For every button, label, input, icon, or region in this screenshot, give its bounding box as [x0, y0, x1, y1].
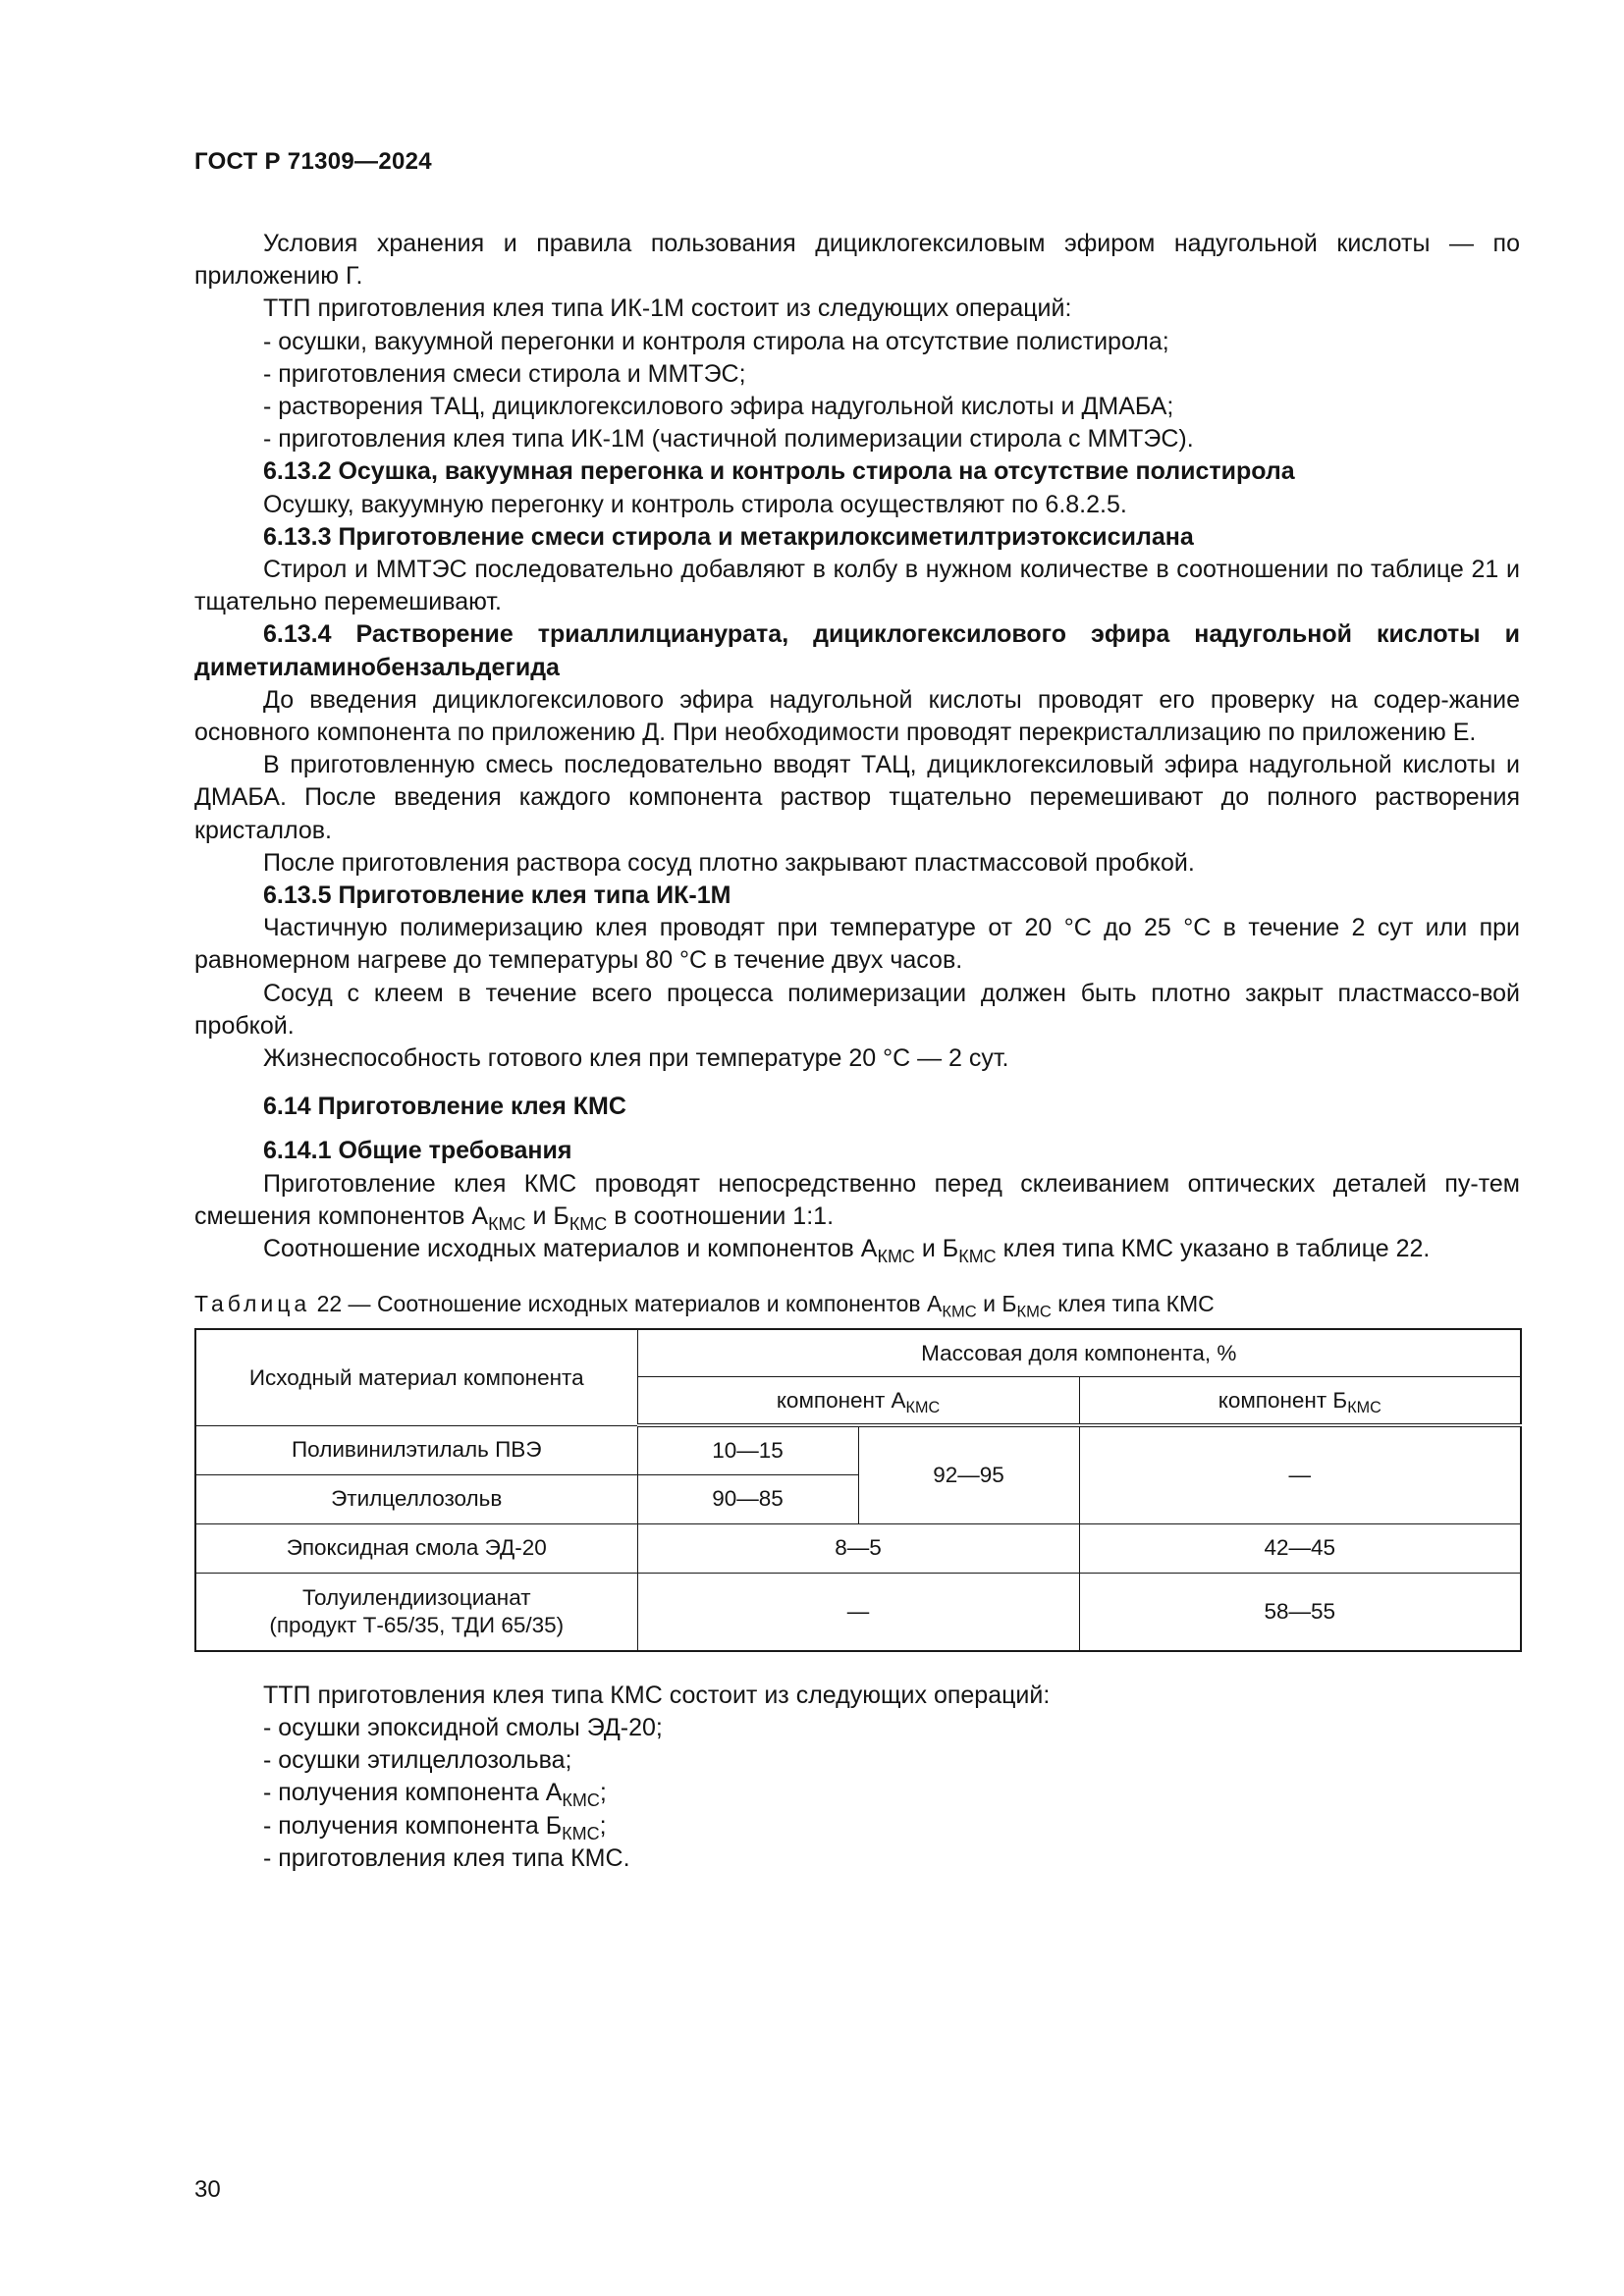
table-row: [195, 1523, 1521, 1573]
page-number: 30: [194, 2176, 221, 2203]
standard-header: ГОСТ Р 71309—2024: [194, 148, 432, 175]
cell-material: Толуилендиизоцианат (продукт Т-65/35, ТДИ 65/35): [195, 1573, 637, 1651]
section-6-13-4-para: До введения дициклогексилового эфира надугольной кислоты проводят его проверку на содер-жание основного компонента по приложению Д. При необходимости проводят перекристаллизацию по приложению Е.: [194, 685, 1520, 747]
cell-b: —: [1079, 1425, 1521, 1523]
ttp-kms-item: - осушки эпоксидной смолы ЭД-20;: [263, 1714, 663, 1741]
subscript-kms: КМС: [877, 1246, 915, 1266]
col-header-component-a: компонент $А_{КМС}$: [637, 1377, 1079, 1426]
section-6-13-3-title: 6.13.3 Приготовление смеси стирола и метакрилоксиметилтриэтоксисилана: [263, 522, 1194, 551]
col-header-mass-fraction: Массовая доля компонента, %: [637, 1329, 1521, 1377]
ttp-kms-item: - осушки этилцеллозольва;: [263, 1746, 572, 1775]
ttp-ik-item: - осушки, вакуумной перегонки и контроля стирола на отсутствие полистирола;: [263, 327, 1169, 355]
section-6-14-1-para1: Приготовление клея КМС проводят непосредственно перед склеиванием оптических деталей пу-тем смешения компонентов $А_{КМС}$ и $Б_{КМС}$ в соотношении 1:1.: [194, 1169, 1520, 1234]
ttp-kms-item: - получения компонента $Б_{КМС}$;: [263, 1811, 607, 1843]
section-6-13-5-para: Сосуд с клеем в течение всего процесса полимеризации должен быть плотно закрыт пластмассо-вой пробкой.: [194, 979, 1520, 1040]
section-6-13-5-para: Частичную полимеризацию клея проводят при температуре от 20 °C до 25 °C в течение 2 сут или при равномерном нагреве до температуры 80 °C в течение двух часов.: [194, 914, 1520, 975]
document-body: [194, 228, 1520, 1875]
section-6-14-1-para2: Соотношение исходных материалов и компонентов $А_{КМС}$ и $Б_{КМС}$ клея типа КМС указано в таблице 22.: [263, 1235, 1431, 1266]
section-6-13-2-title: 6.13.2 Осушка, вакуумная перегонка и контроль стирола на отсутствие полистирола: [263, 457, 1295, 486]
cell-a-sub: 10—15: [637, 1425, 858, 1474]
subscript-kms: КМС: [562, 1823, 600, 1843]
section-6-13-5-para: Жизнеспособность готового клея при температуре 20 °C — 2 сут.: [263, 1044, 1009, 1073]
subscript-kms: КМС: [1016, 1302, 1052, 1321]
spacer: [194, 1075, 1520, 1091]
cell-b: 42—45: [1079, 1523, 1521, 1573]
storage-paragraph: Условия хранения и правила пользования дициклогексиловым эфиром надугольной кислоты — по приложению Г.: [194, 230, 1520, 291]
table-22-caption: Таблица 22 — Соотношение исходных материалов и компонентов $А_{КМС}$ и $Б_{КМС}$ клея типа КМС: [194, 1291, 1215, 1321]
section-6-13-2-text: Осушку, вакуумную перегонку и контроль стирола осуществляют по 6.8.2.5.: [263, 490, 1127, 518]
section-6-13-4-para: После приготовления раствора сосуд плотно закрывают пластмассовой пробкой.: [263, 848, 1195, 877]
table-row: [195, 1425, 1521, 1474]
section-6-13-5-title: 6.13.5 Приготовление клея типа ИК-1М: [263, 881, 731, 910]
ttp-ik-item: - приготовления клея типа ИК-1М (частичной полимеризации стирола с ММТЭС).: [263, 425, 1194, 454]
ttp-kms-block: [194, 1680, 1520, 1875]
subscript-kms: КМС: [905, 1398, 941, 1416]
section-6-13-4-para: В приготовленную смесь последовательно вводят ТАЦ, дициклогексиловый эфира надугольной кислоты и ДМАБА. После введения каждого компонента раствор тщательно перемешивают до полного растворения кристаллов.: [194, 751, 1520, 844]
section-6-13-3-text: Стирол и ММТЭС последовательно добавляют в колбу в нужном количестве в соотношении по таблице 21 и тщательно перемешивают.: [194, 556, 1520, 616]
section-6-14-title: 6.14 Приготовление клея КМС: [263, 1093, 626, 1121]
subscript-kms: КМС: [488, 1213, 526, 1234]
cell-a-sub: 90—85: [637, 1474, 858, 1523]
cell-b: 58—55: [1079, 1573, 1521, 1651]
table-row: [195, 1573, 1521, 1651]
ttp-kms-intro: ТТП приготовления клея типа КМС состоит из следующих операций:: [263, 1681, 1051, 1709]
subscript-kms: КМС: [568, 1213, 608, 1234]
spacer: [194, 1123, 1520, 1135]
subscript-kms: КМС: [1347, 1398, 1381, 1416]
col-header-component-b: компонент $Б_{КМС}$: [1079, 1377, 1521, 1426]
cell-material: Этилцеллозольв: [195, 1474, 637, 1523]
section-6-14-1-title: 6.14.1 Общие требования: [263, 1137, 572, 1165]
cell-a: 8—5: [637, 1523, 1079, 1573]
cell-material: Эпоксидная смола ЭД-20: [195, 1523, 637, 1573]
cell-a: —: [637, 1573, 1079, 1651]
subscript-kms: КМС: [958, 1246, 997, 1266]
col-header-material: Исходный материал компонента: [195, 1329, 637, 1425]
table-22: [194, 1328, 1522, 1652]
ttp-ik-intro: ТТП приготовления клея типа ИК-1М состоит из следующих операций:: [263, 294, 1072, 323]
ttp-ik-item: - приготовления смеси стирола и ММТЭС;: [263, 359, 746, 388]
ttp-ik-item: - растворения ТАЦ, дициклогексилового эфира надугольной кислоты и ДМАБА;: [263, 393, 1174, 421]
subscript-kms: КМС: [562, 1790, 600, 1811]
cell-a-total: 92—95: [858, 1425, 1079, 1523]
ttp-kms-item: - приготовления клея типа КМС.: [263, 1843, 630, 1872]
ttp-kms-item: - получения компонента $А_{КМС}$;: [263, 1779, 607, 1811]
section-6-13-4-title: 6.13.4 Растворение триаллилцианурата, дициклогексилового эфира надугольной кислоты и диметиламинобензальдегида: [194, 620, 1520, 681]
subscript-kms: КМС: [942, 1302, 977, 1321]
cell-material: Поливинилэтилаль ПВЭ: [195, 1425, 637, 1474]
